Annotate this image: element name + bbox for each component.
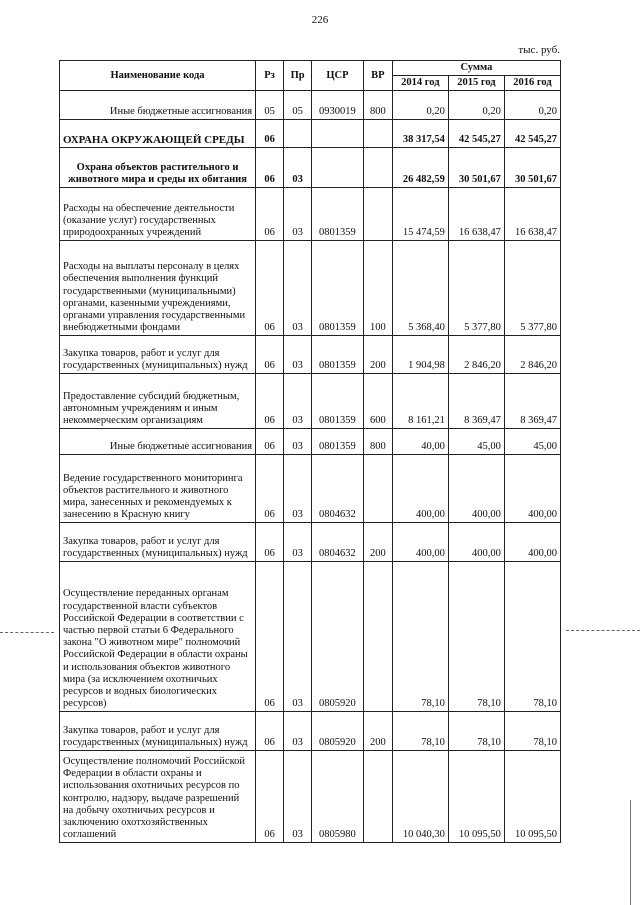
row-vr (363, 188, 392, 241)
row-rz: 05 (256, 91, 284, 120)
table-row (60, 148, 561, 188)
row-2016: 30 501,67 (504, 148, 560, 188)
row-2016: 8 369,47 (504, 374, 560, 429)
row-csr: 0804632 (312, 455, 364, 523)
row-vr (363, 455, 392, 523)
row-2015: 0,20 (448, 91, 504, 120)
row-2014: 0,20 (392, 91, 448, 120)
row-2014: 38 317,54 (392, 120, 448, 148)
row-2016: 2 846,20 (504, 336, 560, 374)
row-vr (363, 751, 392, 843)
table-row (60, 455, 561, 523)
row-2014: 8 161,21 (392, 374, 448, 429)
units-label: тыс. руб. (518, 44, 560, 56)
row-2015: 45,00 (448, 429, 504, 455)
row-csr (312, 120, 364, 148)
header-sum: Сумма (392, 61, 560, 76)
row-rz: 06 (256, 374, 284, 429)
row-name: Осуществление переданных органам государственной власти субъектов Российской Федерации в соответствии с частью первой статьи 6 Федерального закона "О животном мире" полномочий Российской Федерации в области охраны и использования объектов животного мира (за исключением охотничьих ресурсов и водных биологических ресурсов) (60, 562, 256, 712)
row-pr: 03 (284, 712, 312, 751)
row-2014: 5 368,40 (392, 241, 448, 336)
row-pr: 03 (284, 374, 312, 429)
row-2015: 10 095,50 (448, 751, 504, 843)
row-vr: 600 (363, 374, 392, 429)
row-name: Закупка товаров, работ и услуг для государственных (муниципальных) нужд (60, 523, 256, 562)
table-row (60, 120, 561, 148)
row-name: Расходы на выплаты персоналу в целях обеспечения выполнения функций государственными (муниципальными) органами, казенными учреждениями, органами управления государственными внебюджетными фондами (60, 241, 256, 336)
row-pr: 03 (284, 336, 312, 374)
row-name: Иные бюджетные ассигнования (60, 429, 256, 455)
row-2016: 10 095,50 (504, 751, 560, 843)
row-rz: 06 (256, 712, 284, 751)
row-name: ОХРАНА ОКРУЖАЮЩЕЙ СРЕДЫ (60, 120, 256, 148)
row-name: Предоставление субсидий бюджетным, автономным учреждениям и иным некоммерческим организациям (60, 374, 256, 429)
row-vr: 800 (363, 429, 392, 455)
header-rz: Рз (256, 61, 284, 91)
row-2015: 2 846,20 (448, 336, 504, 374)
table-row (60, 562, 561, 712)
header-2015: 2015 год (448, 76, 504, 91)
row-vr: 100 (363, 241, 392, 336)
row-rz: 06 (256, 523, 284, 562)
row-csr: 0801359 (312, 429, 364, 455)
row-pr: 05 (284, 91, 312, 120)
row-2014: 78,10 (392, 712, 448, 751)
row-vr (363, 148, 392, 188)
row-vr (363, 562, 392, 712)
scan-fold-line (0, 632, 54, 633)
row-2016: 45,00 (504, 429, 560, 455)
table-row (60, 336, 561, 374)
row-csr: 0805920 (312, 712, 364, 751)
row-csr (312, 148, 364, 188)
row-name: Осуществление полномочий Российской Федерации в области охраны и использования охотничьих ресурсов по контролю, надзору, выдаче разрешений на добычу охотничьих ресурсов и заключению охотхозяйственных соглашений (60, 751, 256, 843)
table-row (60, 751, 561, 843)
row-vr: 800 (363, 91, 392, 120)
row-pr: 03 (284, 188, 312, 241)
row-2015: 42 545,27 (448, 120, 504, 148)
row-2014: 1 904,98 (392, 336, 448, 374)
row-rz: 06 (256, 562, 284, 712)
row-2016: 78,10 (504, 712, 560, 751)
row-csr: 0805980 (312, 751, 364, 843)
row-csr: 0930019 (312, 91, 364, 120)
table-row (60, 712, 561, 751)
row-csr: 0801359 (312, 336, 364, 374)
row-name: Закупка товаров, работ и услуг для государственных (муниципальных) нужд (60, 336, 256, 374)
row-rz: 06 (256, 148, 284, 188)
row-2015: 400,00 (448, 455, 504, 523)
row-name: Расходы на обеспечение деятельности (оказание услуг) государственных природоохранных учреждений (60, 188, 256, 241)
row-2015: 8 369,47 (448, 374, 504, 429)
row-2016: 16 638,47 (504, 188, 560, 241)
row-csr: 0801359 (312, 241, 364, 336)
row-csr: 0801359 (312, 188, 364, 241)
row-pr: 03 (284, 455, 312, 523)
row-2016: 5 377,80 (504, 241, 560, 336)
table-row (60, 374, 561, 429)
row-rz: 06 (256, 188, 284, 241)
scan-edge-line (630, 800, 631, 905)
row-pr: 03 (284, 562, 312, 712)
header-name: Наименование кода (60, 61, 256, 91)
row-2016: 400,00 (504, 455, 560, 523)
row-rz: 06 (256, 455, 284, 523)
row-2014: 10 040,30 (392, 751, 448, 843)
row-2014: 40,00 (392, 429, 448, 455)
row-csr: 0804632 (312, 523, 364, 562)
row-rz: 06 (256, 241, 284, 336)
row-rz: 06 (256, 336, 284, 374)
row-2014: 15 474,59 (392, 188, 448, 241)
table-header (60, 61, 561, 91)
table-row (60, 523, 561, 562)
row-rz: 06 (256, 429, 284, 455)
row-rz: 06 (256, 120, 284, 148)
header-pr: Пр (284, 61, 312, 91)
row-pr (284, 120, 312, 148)
row-vr: 200 (363, 523, 392, 562)
row-name: Ведение государственного мониторинга объектов растительного и животного мира, занесенных и рекомендуемых к занесению в Красную книгу (60, 455, 256, 523)
row-name: Закупка товаров, работ и услуг для государственных (муниципальных) нужд (60, 712, 256, 751)
row-2015: 400,00 (448, 523, 504, 562)
row-2015: 78,10 (448, 562, 504, 712)
table-row (60, 429, 561, 455)
row-csr: 0805920 (312, 562, 364, 712)
row-name: Иные бюджетные ассигнования (60, 91, 256, 120)
row-pr: 03 (284, 241, 312, 336)
row-csr: 0801359 (312, 374, 364, 429)
scan-fold-line (566, 630, 640, 631)
header-vr: ВР (363, 61, 392, 91)
row-2014: 400,00 (392, 523, 448, 562)
row-rz: 06 (256, 751, 284, 843)
row-2014: 400,00 (392, 455, 448, 523)
row-vr: 200 (363, 712, 392, 751)
row-2016: 42 545,27 (504, 120, 560, 148)
row-2016: 0,20 (504, 91, 560, 120)
table-row (60, 91, 561, 120)
row-2016: 78,10 (504, 562, 560, 712)
row-2014: 26 482,59 (392, 148, 448, 188)
row-pr: 03 (284, 148, 312, 188)
row-pr: 03 (284, 429, 312, 455)
header-csr: ЦСР (312, 61, 364, 91)
row-2015: 5 377,80 (448, 241, 504, 336)
table-row (60, 241, 561, 336)
row-2016: 400,00 (504, 523, 560, 562)
row-2015: 30 501,67 (448, 148, 504, 188)
table-row (60, 188, 561, 241)
row-pr: 03 (284, 751, 312, 843)
page-number: 226 (311, 14, 329, 26)
budget-table (59, 60, 561, 843)
header-2016: 2016 год (504, 76, 560, 91)
row-name: Охрана объектов растительного и животного мира и среды их обитания (60, 148, 256, 188)
row-vr (363, 120, 392, 148)
row-2015: 16 638,47 (448, 188, 504, 241)
row-vr: 200 (363, 336, 392, 374)
row-2015: 78,10 (448, 712, 504, 751)
header-2014: 2014 год (392, 76, 448, 91)
row-pr: 03 (284, 523, 312, 562)
row-2014: 78,10 (392, 562, 448, 712)
